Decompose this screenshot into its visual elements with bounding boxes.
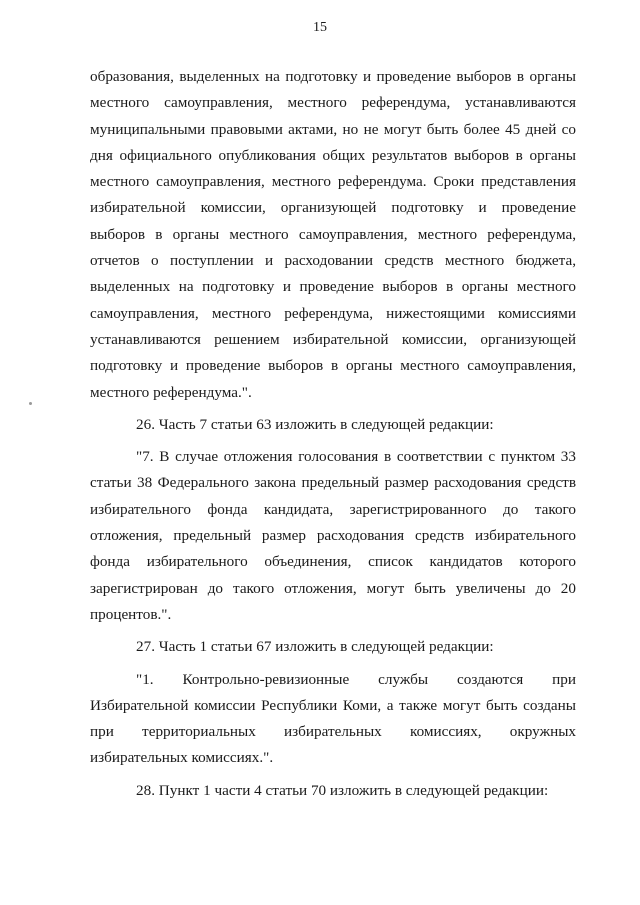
paragraph-item-27: 27. Часть 1 статьи 67 изложить в следующей редакции: <box>136 638 494 656</box>
scan-mark <box>29 402 32 405</box>
paragraph-continuation: образования, выделенных на подготовку и проведение выборов в органы местного самоуправления, местного референдума, устанавливаются муниципальными правовыми актами, но не могут быть более 45 дней со дня официального опубликования общих результатов выборов в органы местного самоуправления, местного референдума. Сроки представления избирательной комиссии, организующей подготовку и проведение выборов в органы местного самоуправления, местного референдума, отчетов о поступлении и расходовании средств местного бюджета, выделенных на подготовку и проведение выборов в органы местного самоуправления, местного референдума, нижестоящими комиссиями устанавливаются решением избирательной комиссии, организующей подготовку и проведение выборов в органы местного самоуправления, местного референдума.". <box>90 68 576 401</box>
page-number: 15 <box>313 20 327 35</box>
document-body <box>90 64 576 804</box>
paragraph-item-28: 28. Пункт 1 части 4 статьи 70 изложить в следующей редакции: <box>136 781 549 799</box>
paragraph-quote-part-7: "7. В случае отложения голосования в соответствии с пунктом 33 статьи 38 Федерального закона предельный размер расходования средств избирательного фонда кандидата, зарегистрированного до такого отложения, предельный размер расходования средств избирательного фонда избирательного объединения, список кандидатов которого зарегистрирован до такого отложения, могут быть увеличены до 20 процентов.". <box>90 448 576 623</box>
paragraph-item-26: 26. Часть 7 статьи 63 изложить в следующей редакции: <box>136 415 494 433</box>
paragraph-quote-part-1: "1. Контрольно-ревизионные службы создаются при Избирательной комиссии Республики Коми, а также могут быть созданы при территориальных избирательных комиссиях, окружных избирательных комиссиях.". <box>90 670 576 767</box>
